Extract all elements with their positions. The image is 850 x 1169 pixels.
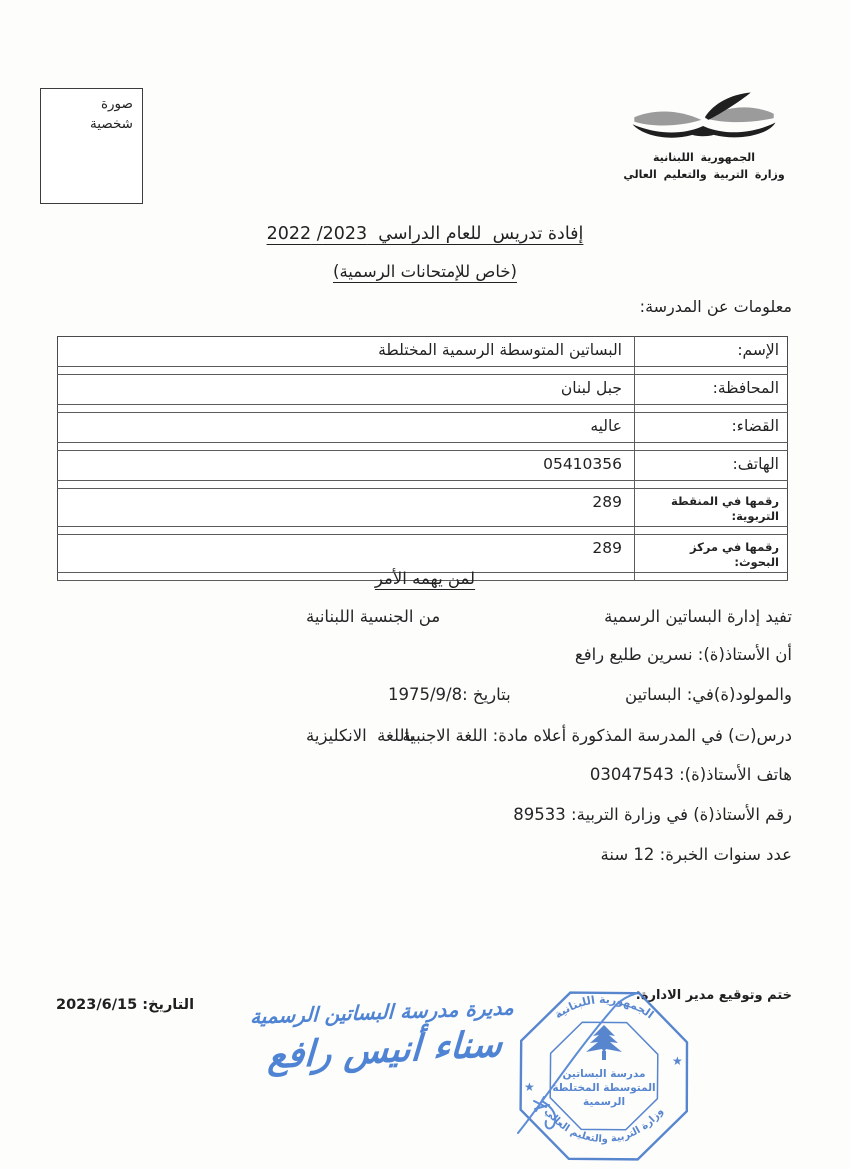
signature-scribble	[518, 993, 638, 1133]
letter-line-4-aside: باللغة الانكليزية	[306, 726, 415, 745]
letter-line-4: درس(ت) في المدرسة المذكورة أعلاه مادة: اللغة الاجنبية	[402, 726, 792, 745]
svg-text:★: ★	[524, 1080, 535, 1094]
table-row	[58, 534, 788, 572]
document-title: إفادة تدريس للعام الدراسي 2023/ 2022	[266, 224, 584, 244]
table-row	[58, 489, 788, 527]
signature-title-handwriting: مديرة مدرسة البساتين الرسمية	[249, 995, 515, 1029]
row-label: رقمها في المنقطة التربوية:	[635, 489, 788, 527]
school-stamp	[503, 983, 705, 1169]
letter-heading: لمن يهمه الأمر	[374, 569, 476, 588]
svg-text:الجمهورية اللبنانية	[552, 993, 656, 1021]
photo-label-line2: شخصية	[89, 116, 133, 133]
signature-name-handwriting: سناء أنيس رافع	[266, 1023, 504, 1078]
row-value: 289	[58, 534, 635, 572]
letter-line-6: رقم الأستاذ(ة) في وزارة التربية: 89533	[513, 805, 792, 824]
row-value: جبل لبنان	[58, 375, 635, 405]
row-label: المحافظة:	[635, 375, 788, 405]
open-book-logo-icon	[629, 88, 779, 150]
row-label: الهاتف:	[635, 451, 788, 481]
letter-line-1-aside: من الجنسية اللبنانية	[306, 607, 441, 626]
stamp-center-line1: مدرسة البساتين	[562, 1068, 646, 1080]
row-value: عاليه	[58, 413, 635, 443]
stamp-arc-bottom-text: وزارة التربية والتعليم العالي	[542, 1106, 666, 1146]
letter-line-7: عدد سنوات الخبرة: 12 سنة	[600, 845, 792, 864]
letter-line-1: تفيد إدارة البساتين الرسمية	[604, 607, 792, 626]
stamp-center-line3: الرسمية	[582, 1096, 626, 1108]
ministry-name-ministry: وزارة التربية والتعليم العالي	[623, 167, 785, 181]
photo-label-line1: صورة	[100, 96, 133, 112]
row-label: القضاء:	[635, 413, 788, 443]
table-row	[58, 337, 788, 367]
row-value: البساتين المتوسطة الرسمية المختلطة	[58, 337, 635, 367]
stamp-center-line2: المتوسطة المختلطة	[552, 1082, 656, 1094]
table-row	[58, 413, 788, 443]
svg-text:★: ★	[672, 1054, 683, 1068]
table-row	[58, 451, 788, 481]
ministry-header	[614, 88, 794, 183]
school-stamp-icon	[503, 983, 705, 1169]
date-label: التاريخ: 2023/6/15	[56, 997, 195, 1013]
stamp-signature-label: ختم وتوقيع مدير الادارة:	[635, 988, 792, 1003]
row-label: الإسم:	[635, 337, 788, 367]
school-info-heading: معلومات عن المدرسة:	[639, 297, 792, 316]
cedar-tree-icon	[586, 1025, 622, 1060]
photo-placeholder-box	[40, 88, 143, 204]
letter-line-3: والمولود(ة)في: البساتين	[625, 685, 792, 704]
row-value: 289	[58, 489, 635, 527]
document-subtitle: (خاص للإمتحانات الرسمية)	[333, 262, 517, 281]
stamp-arc-top-text: الجمهورية اللبنانية	[552, 992, 657, 1022]
table-row	[58, 375, 788, 405]
school-info-table	[57, 336, 788, 581]
svg-text:وزارة التربية والتعليم العالي	[542, 1106, 665, 1145]
letter-line-3-aside: بتاريخ :1975/9/8	[388, 685, 511, 704]
letter-line-5: هاتف الأستاذ(ة): 03047543	[589, 765, 792, 784]
row-label: رقمها في مركز البحوث:	[635, 534, 788, 572]
ministry-name-country: الجمهورية اللبنانية	[652, 151, 756, 164]
letter-line-2: أن الأستاذ(ة): نسرين طليع رافع	[574, 645, 792, 664]
row-value: 05410356	[58, 451, 635, 481]
